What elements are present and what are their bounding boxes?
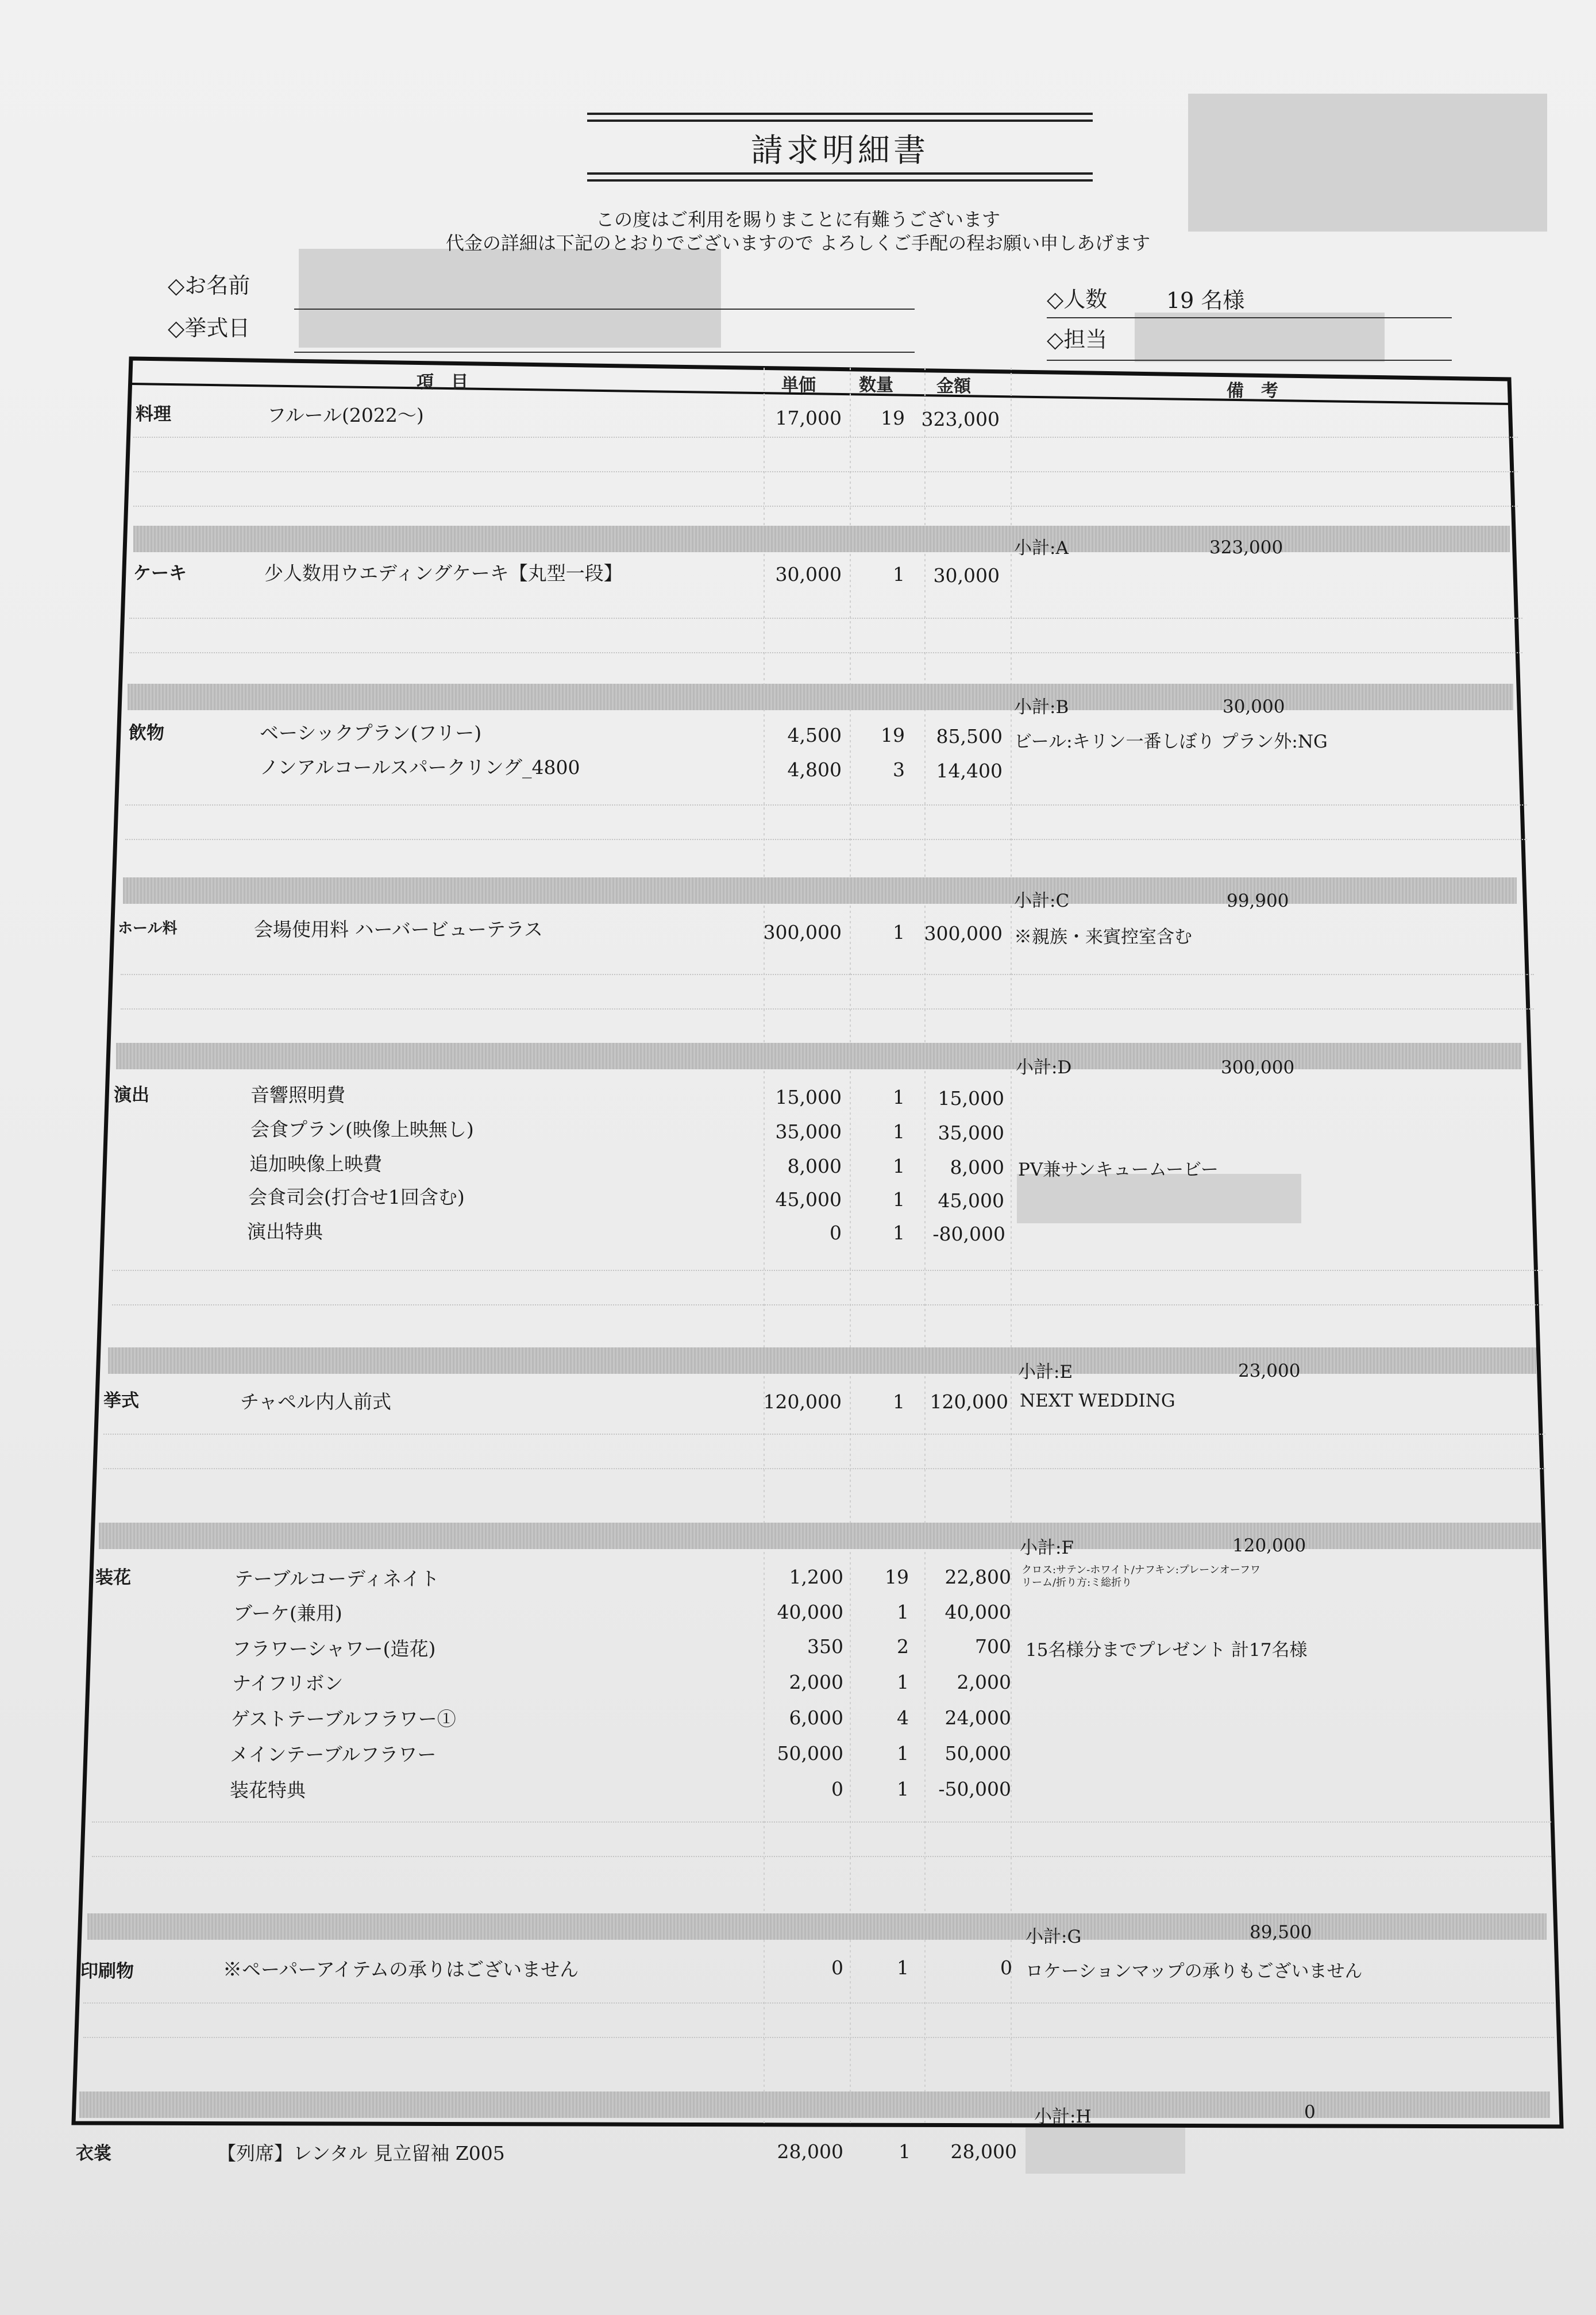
subtotal-band — [116, 1043, 1521, 1069]
line-item: 装花特典 — [230, 1779, 306, 1801]
subtotal-value: 0 — [1304, 2102, 1316, 2123]
line-item: 【列席】レンタル 見立留袖 Z005 — [217, 2142, 505, 2164]
line-item: フルール(2022～) — [267, 404, 424, 426]
amount: 40,000 — [945, 1601, 1011, 1623]
note: PV兼サンキュームービー — [1018, 1160, 1219, 1180]
line-item: 会食プラン(映像上映無し) — [250, 1118, 474, 1141]
quantity: 1 — [893, 1222, 905, 1244]
category-production: 演出 — [114, 1085, 149, 1106]
unit-price: 15,000 — [775, 1086, 842, 1108]
quantity: 19 — [881, 724, 905, 746]
unit-price: 4,800 — [787, 758, 842, 781]
note: ロケーションマップの承りもございません — [1026, 1961, 1363, 1982]
quantity: 1 — [897, 1742, 909, 1765]
amount: 0 — [1000, 1956, 1012, 1979]
greeting-line-2: 代金の詳細は下記のとおりでございますので よろしくご手配の程お願い申しあげます — [445, 232, 1151, 254]
quantity: 1 — [893, 1188, 905, 1211]
subtotal-label: 小計:F — [1020, 1538, 1074, 1558]
category-venue: ホール料 — [118, 920, 178, 937]
subtotal-value: 30,000 — [1223, 696, 1285, 717]
page-title: 請求明細書 — [751, 132, 929, 170]
line-item: 会食司会(打合せ1回含む) — [248, 1186, 465, 1208]
subtotal-value: 300,000 — [1221, 1057, 1295, 1078]
amount: -80,000 — [932, 1223, 1005, 1245]
subtotal-band — [123, 877, 1517, 904]
line-item: 少人数用ウエディングケーキ【丸型一段】 — [264, 562, 623, 584]
note: NEXT WEDDING — [1020, 1390, 1175, 1411]
subtotal-value: 323,000 — [1209, 537, 1283, 558]
unit-price: 45,000 — [775, 1188, 842, 1211]
subtotal-band — [108, 1347, 1536, 1374]
quantity: 1 — [897, 1601, 909, 1623]
greeting-line-1: この度はご利用を賜りまことに有難うございます — [595, 209, 1000, 230]
wedding-date-label: ◇挙式日 — [168, 315, 250, 341]
quantity: 19 — [885, 1566, 909, 1588]
unit-price: 350 — [807, 1635, 843, 1658]
amount: 50,000 — [945, 1742, 1011, 1765]
unit-price: 17,000 — [775, 407, 842, 429]
amount: 120,000 — [930, 1390, 1008, 1413]
amount: 30,000 — [933, 564, 1000, 587]
unit-price: 50,000 — [777, 1742, 843, 1765]
subtotal-band — [79, 2091, 1550, 2118]
col-header-notes: 備 考 — [1227, 381, 1278, 401]
quantity: 1 — [893, 563, 905, 586]
guests-label: ◇人数 — [1047, 287, 1108, 312]
amount: 35,000 — [938, 1122, 1004, 1144]
unit-price: 30,000 — [775, 563, 842, 586]
unit-price: 2,000 — [789, 1671, 843, 1693]
subtotal-band — [133, 526, 1510, 552]
unit-price: 0 — [831, 1778, 843, 1800]
unit-price: 120,000 — [763, 1390, 842, 1413]
amount: 28,000 — [950, 2140, 1017, 2163]
staff-label: ◇担当 — [1047, 327, 1108, 352]
line-item: フラワーシャワー(造花) — [232, 1638, 436, 1660]
quantity: 1 — [893, 1155, 905, 1177]
amount: -50,000 — [938, 1778, 1011, 1800]
line-item: ナイフリボン — [232, 1672, 344, 1694]
unit-price: 6,000 — [789, 1707, 843, 1729]
unit-price: 4,500 — [787, 724, 842, 746]
quantity: 1 — [897, 1956, 909, 1979]
line-item: メインテーブルフラワー — [230, 1743, 437, 1766]
col-header-unit-price: 単価 — [781, 375, 816, 395]
name-label: ◇お名前 — [168, 273, 250, 298]
category-drinks: 飲物 — [129, 723, 164, 744]
line-item: ノンアルコールスパークリング_4800 — [260, 756, 580, 779]
line-item: 追加映像上映費 — [249, 1153, 382, 1175]
amount: 22,800 — [945, 1566, 1011, 1588]
amount: 8,000 — [950, 1156, 1004, 1178]
unit-price: 40,000 — [777, 1601, 843, 1623]
quantity: 1 — [893, 1120, 905, 1143]
subtotal-label: 小計:H — [1034, 2106, 1092, 2127]
quantity: 1 — [893, 1390, 905, 1413]
note: ※親族・来賓控室含む — [1014, 927, 1192, 947]
line-item: ゲストテーブルフラワー① — [231, 1708, 456, 1730]
subtotal-label: 小計:E — [1018, 1362, 1073, 1382]
category-printed-items: 印刷物 — [80, 1961, 134, 1982]
subtotal-label: 小計:C — [1014, 891, 1070, 911]
line-item: ベーシックプラン(フリー) — [260, 722, 482, 744]
amount: 15,000 — [938, 1087, 1004, 1110]
subtotal-value: 120,000 — [1232, 1535, 1306, 1556]
unit-price: 28,000 — [777, 2140, 843, 2163]
subtotal-value: 89,500 — [1250, 1922, 1312, 1943]
line-item: 演出特典 — [247, 1220, 323, 1243]
line-item: テーブルコーディネイト — [234, 1567, 440, 1590]
quantity: 1 — [899, 2140, 911, 2163]
subtotal-label: 小計:G — [1026, 1927, 1082, 1947]
unit-price: 1,200 — [789, 1566, 843, 1588]
amount: 14,400 — [936, 760, 1003, 782]
note: ビール:キリン一番しぼり プラン外:NG — [1014, 731, 1328, 752]
category-ceremony: 挙式 — [103, 1390, 139, 1411]
quantity: 1 — [893, 1086, 905, 1108]
unit-price: 0 — [830, 1222, 842, 1244]
amount: 24,000 — [945, 1707, 1011, 1729]
amount: 700 — [975, 1635, 1011, 1658]
unit-price: 35,000 — [775, 1120, 842, 1143]
quantity: 4 — [897, 1707, 909, 1729]
amount: 45,000 — [938, 1189, 1004, 1212]
col-header-item: 項 目 — [417, 372, 468, 392]
line-item: 音響照明費 — [250, 1084, 345, 1106]
subtotal-band — [87, 1913, 1547, 1940]
line-item: チャペル内人前式 — [240, 1390, 392, 1413]
category-food: 料理 — [136, 404, 171, 425]
subtotal-value: 23,000 — [1238, 1361, 1301, 1381]
quantity: 1 — [893, 921, 905, 943]
amount: 323,000 — [921, 408, 1000, 430]
col-header-amount: 金額 — [936, 376, 971, 396]
line-item: ブーケ(兼用) — [233, 1602, 342, 1624]
guests-value: 19 名様 — [1166, 288, 1245, 313]
category-cake: ケーキ — [133, 563, 187, 584]
unit-price: 300,000 — [763, 921, 842, 943]
unit-price: 0 — [831, 1956, 843, 1979]
line-item: 会場使用料 ハーバービューテラス — [254, 918, 543, 941]
amount: 300,000 — [924, 922, 1003, 945]
unit-price: 8,000 — [787, 1155, 842, 1177]
subtotal-label: 小計:A — [1014, 538, 1069, 558]
subtotal-band — [128, 684, 1513, 710]
quantity: 1 — [897, 1778, 909, 1800]
quantity: 2 — [897, 1635, 909, 1658]
subtotal-label: 小計:B — [1014, 697, 1069, 718]
note-small-line-1: クロス:サテン-ホワイト/ナフキン:プレーンオーフワ — [1021, 1564, 1260, 1576]
quantity: 19 — [881, 407, 905, 429]
line-item: ※ペーパーアイテムの承りはございません — [223, 1958, 579, 1981]
amount: 2,000 — [957, 1671, 1011, 1693]
subtotal-label: 小計:D — [1016, 1057, 1072, 1078]
subtotal-value: 99,900 — [1227, 891, 1289, 911]
subtotal-band — [99, 1523, 1541, 1549]
amount: 85,500 — [936, 725, 1003, 748]
category-flowers: 装花 — [95, 1567, 131, 1588]
note-small-line-2: リーム/折り方:ミ総折り — [1021, 1577, 1132, 1589]
quantity: 3 — [893, 758, 905, 781]
category-costume: 衣裳 — [76, 2143, 111, 2164]
note: 15名様分までプレゼント 計17名様 — [1026, 1640, 1308, 1661]
quantity: 1 — [897, 1671, 909, 1693]
col-header-qty: 数量 — [859, 375, 893, 395]
